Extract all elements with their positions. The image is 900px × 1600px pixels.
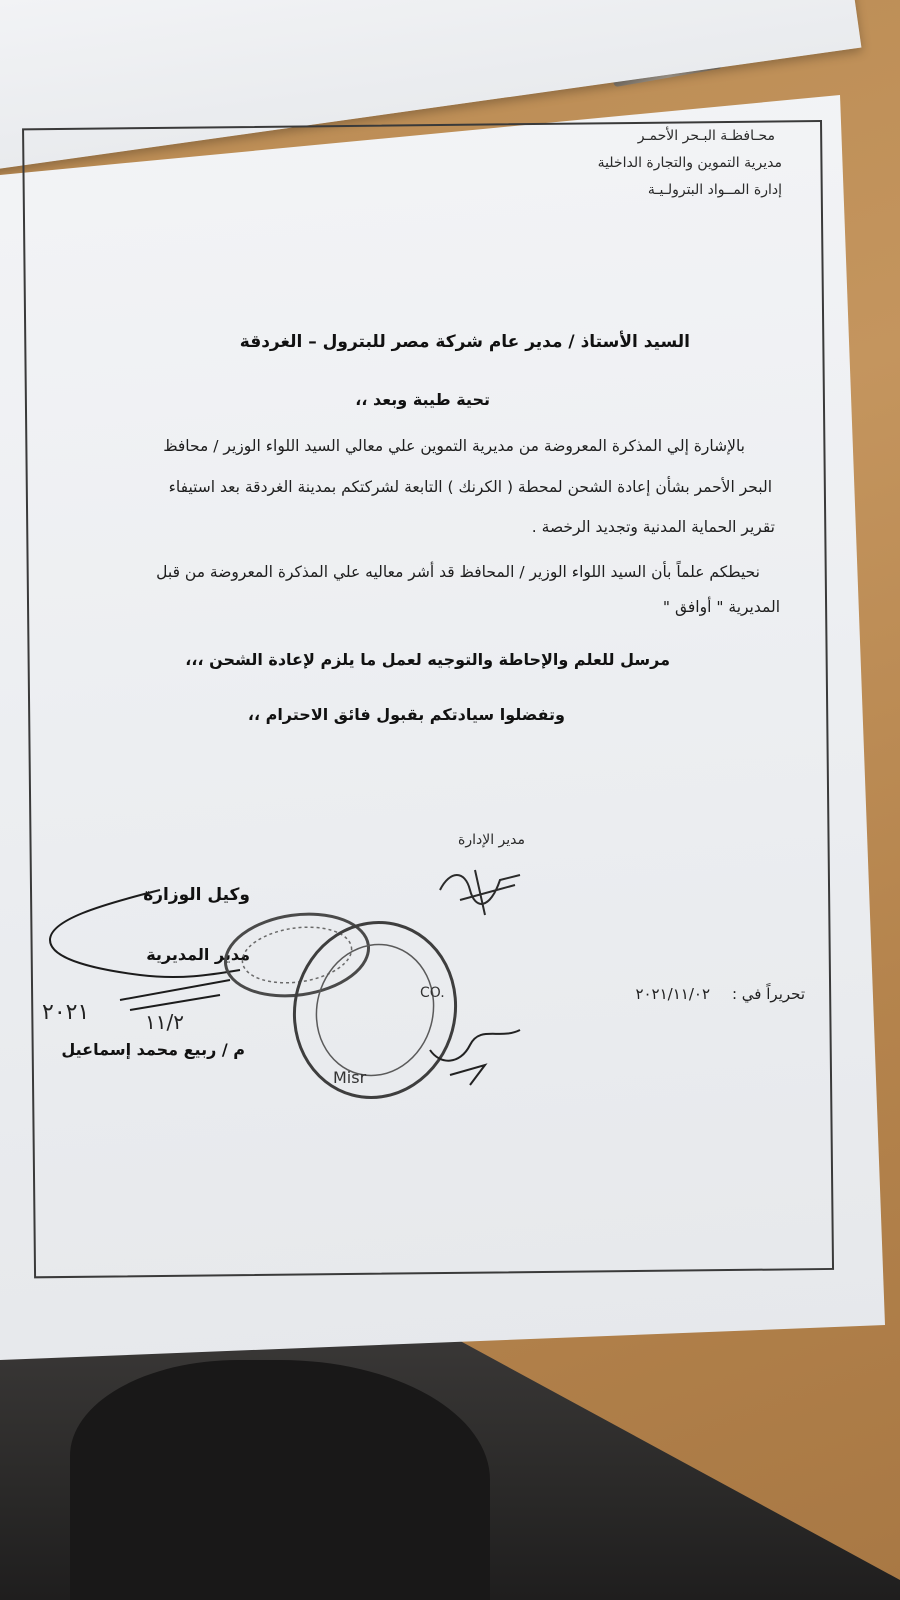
handwritten-date-1: ٢٠٢١: [42, 1000, 90, 1025]
stamp-scribble: [410, 1020, 530, 1090]
greeting-line: تحية طيبة وبعد ،،: [355, 390, 490, 409]
handwritten-date-2: ١١/٢: [145, 1010, 184, 1034]
stamp-text-co: CO.: [420, 985, 445, 1001]
body-line-1: بالإشارة إلي المذكرة المعروضة من مديرية التموين علي معالي السيد اللواء الوزير / محافظ: [163, 437, 745, 455]
header-directorate: مديرية التموين والتجارة الداخلية: [597, 155, 782, 171]
directorate-manager-label: مدير المديرية: [146, 945, 250, 964]
body-line-4: نحيطكم علماً بأن السيد اللواء الوزير / المحافظ قد أشر معاليه علي المذكرة المعروضة من قبل: [156, 563, 760, 581]
closing-line-2: وتفضلوا سيادتكم بقبول فائق الاحترام ،،: [247, 705, 565, 724]
header-governorate: محـافظـة البـحر الأحمـر: [637, 128, 775, 144]
dept-manager-signature: [430, 860, 530, 920]
recipient-line: السيد الأستاذ / مدير عام شركة مصر للبترول – الغردقة: [239, 332, 690, 352]
body-line-5: المديرية " أوافق ": [662, 598, 780, 616]
stamp-text-misr: Misr: [333, 1068, 367, 1087]
body-line-3: تقرير الحماية المدنية وتجديد الرخصة .: [531, 518, 775, 536]
dept-manager-label: مدير الإدارة: [457, 832, 525, 848]
shadow-object: [70, 1360, 490, 1600]
closing-line-1: مرسل للعلم والإحاطة والتوجيه لعمل ما يلزم لإعادة الشحن ،،،: [185, 650, 670, 669]
agent-name: م / ربيع محمد إسماعيل: [61, 1040, 245, 1059]
ministry-agent-label: وكيل الوزارة: [143, 885, 250, 905]
body-line-2: البحر الأحمر بشأن إعادة الشحن لمحطة ( الكرنك ) التابعة لشركتكم بمدينة الغردقة بعد استيفاء: [168, 478, 772, 496]
header-department: إدارة المــواد البترولـيـة: [647, 182, 782, 198]
date-label: تحريراً في :: [731, 985, 805, 1003]
date-value: ٢٠٢١/١١/٠٢: [635, 985, 710, 1003]
